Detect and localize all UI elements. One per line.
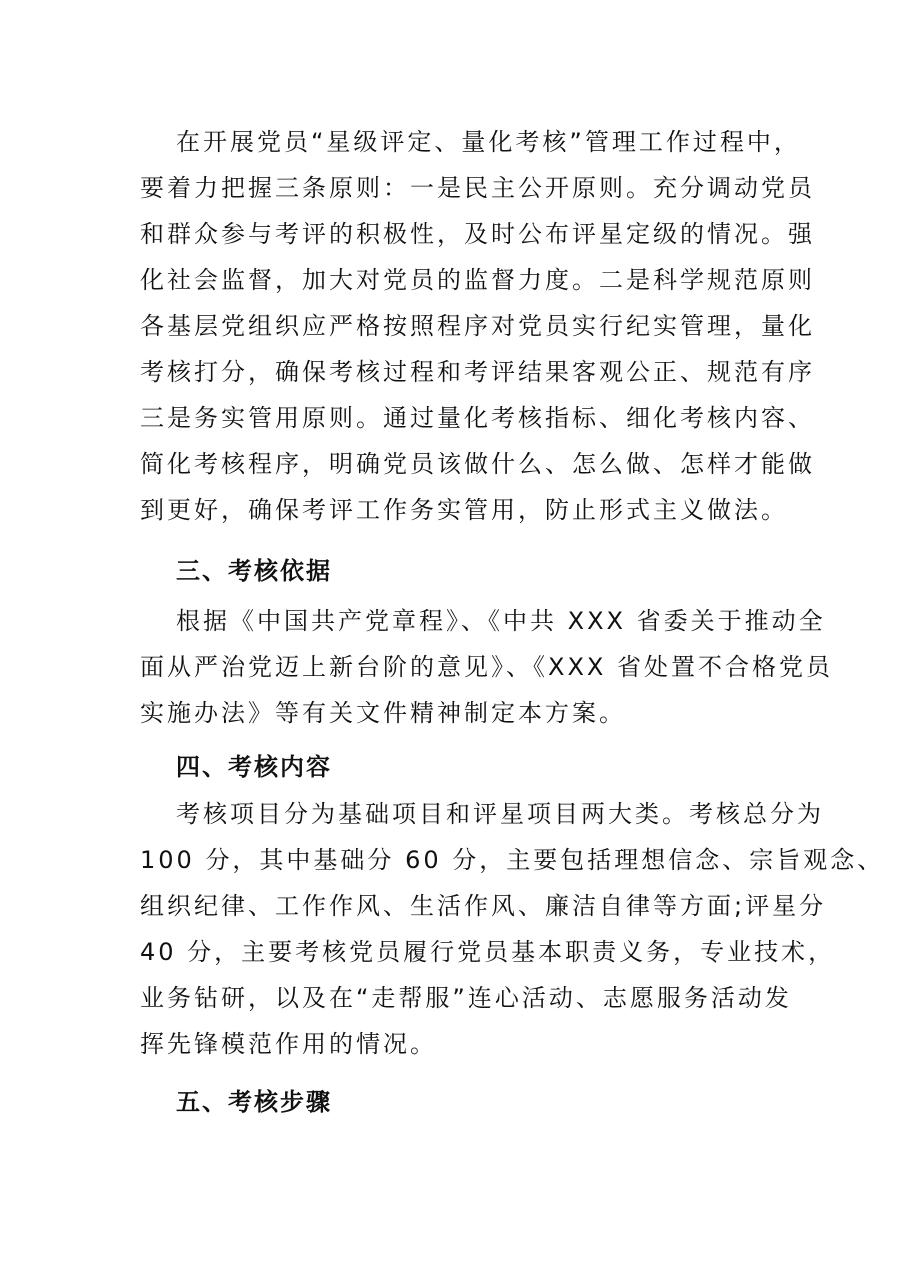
body-paragraph-line: 在开展党员“星级评定、量化考核”管理工作过程中， xyxy=(176,128,801,156)
body-paragraph-line: 和群众参与考评的积极性，及时公布评星定级的情况。强 xyxy=(140,220,815,248)
section-heading: 四、考核内容 xyxy=(176,753,332,781)
body-paragraph-line: 实施办法》等有关文件精神制定本方案。 xyxy=(140,699,626,727)
body-paragraph-line: 100 分，其中基础分 60 分，主要包括理想信念、宗旨观念、 xyxy=(140,846,885,874)
body-paragraph-line: 各基层党组织应严格按照程序对党员实行纪实管理，量化 xyxy=(140,312,815,340)
body-paragraph-line: 组织纪律、工作作风、生活作风、廉洁自律等方面;评星分 xyxy=(140,892,827,920)
body-paragraph-line: 考核项目分为基础项目和评星项目两大类。考核总分为 xyxy=(176,800,824,828)
body-paragraph-line: 化社会监督，加大对党员的监督力度。二是科学规范原则 xyxy=(140,266,815,294)
body-paragraph-line: 业务钻研，以及在“走帮服”连心活动、志愿服务活动发 xyxy=(140,984,792,1012)
body-paragraph-line: 考核打分，确保考核过程和考评结果客观公正、规范有序 xyxy=(140,358,815,386)
body-paragraph-line: 根据《中国共产党章程》、《中共 XXX 省委关于推动全 xyxy=(176,607,826,635)
body-paragraph-line: 到更好，确保考评工作务实管用，防止形式主义做法。 xyxy=(140,496,788,524)
body-paragraph-line: 40 分，主要考核党员履行党员基本职责义务，专业技术， xyxy=(140,938,836,966)
body-paragraph-line: 简化考核程序，明确党员该做什么、怎么做、怎样才能做 xyxy=(140,450,815,478)
section-heading: 三、考核依据 xyxy=(176,557,332,585)
body-paragraph-line: 挥先锋模范作用的情况。 xyxy=(140,1030,437,1058)
body-paragraph-line: 三是务实管用原则。通过量化考核指标、细化考核内容、 xyxy=(140,404,815,432)
section-heading: 五、考核步骤 xyxy=(176,1088,332,1116)
body-paragraph-line: 面从严治党迈上新台阶的意见》、《XXX 省处置不合格党员 xyxy=(140,653,833,681)
body-paragraph-line: 要着力把握三条原则：一是民主公开原则。充分调动党员 xyxy=(140,174,815,202)
